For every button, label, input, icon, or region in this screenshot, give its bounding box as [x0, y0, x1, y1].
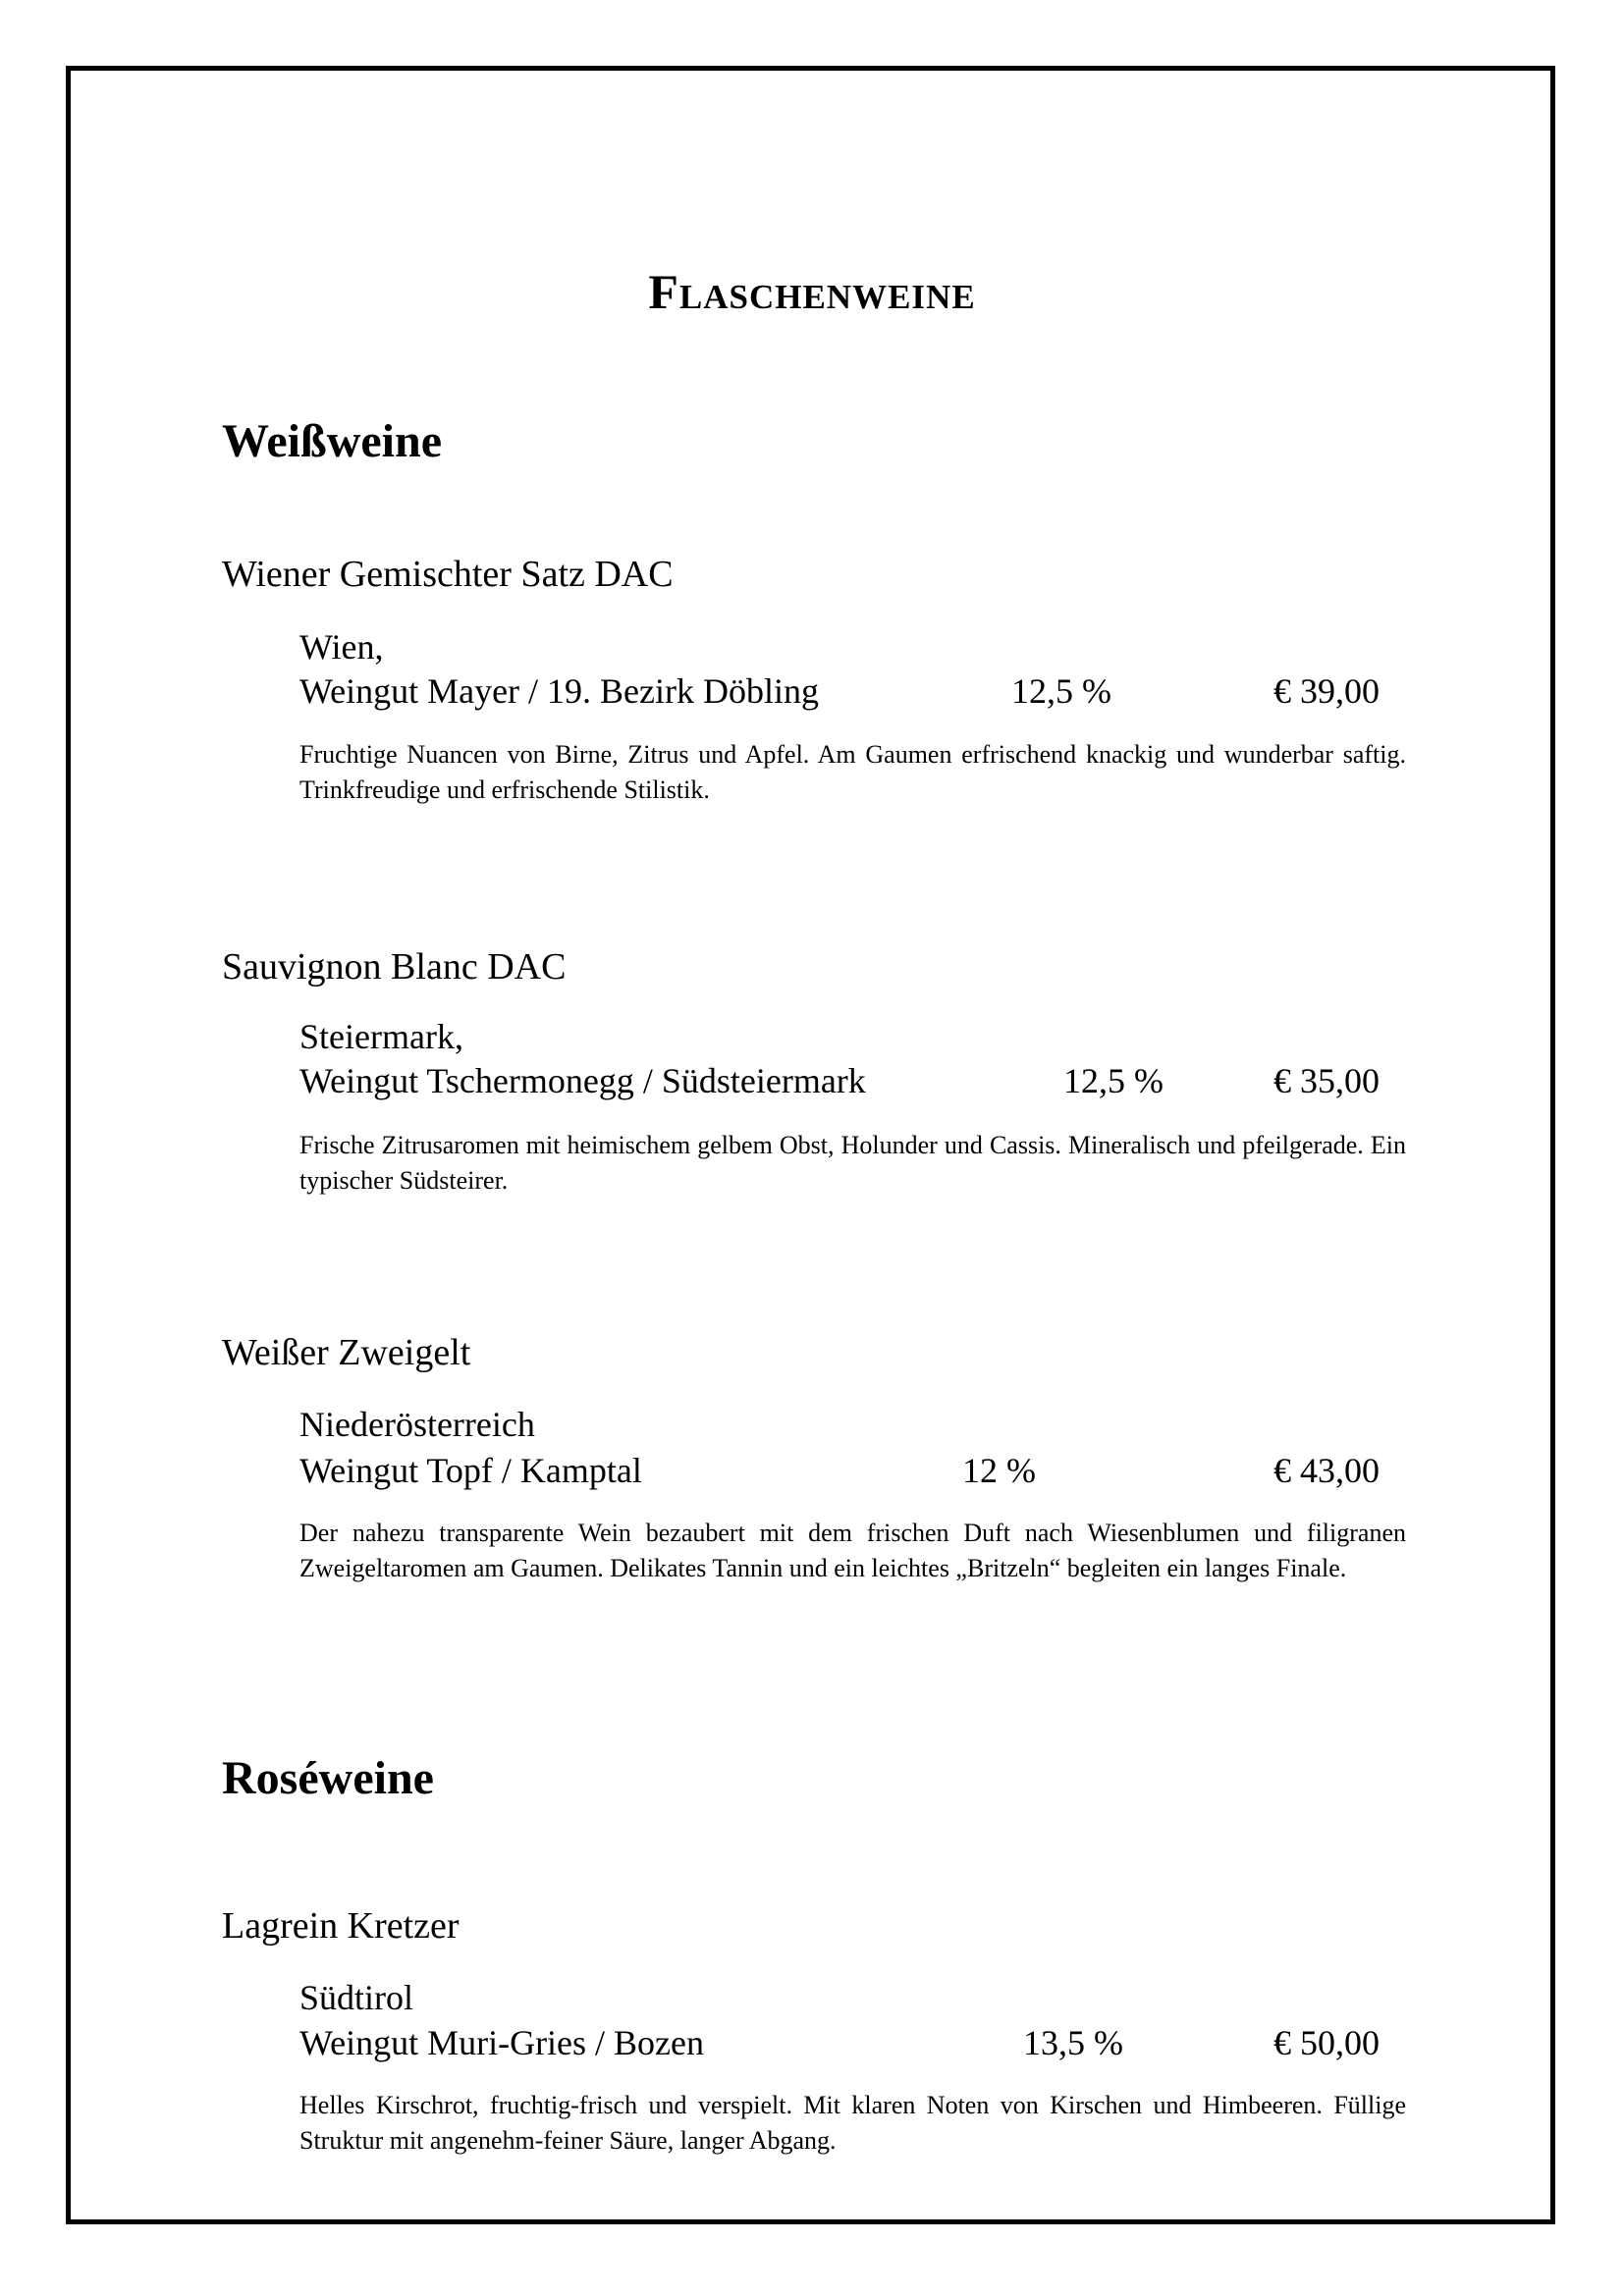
wine-description: Helles Kirschrot, fruchtig-frisch und verspielt. Mit klaren Noten von Kirschen und Himbeeren. Füllige Struktur mit angenehm-feiner Säure, langer Abgang.: [299, 2091, 1406, 2155]
wine-region: Südtirol: [299, 1978, 414, 2017]
wine-region: Niederösterreich: [299, 1405, 535, 1444]
section-heading-white-wines: Weißweine: [222, 415, 442, 467]
section-heading-rose-wines: Roséweine: [222, 1752, 434, 1804]
wine-abv: 12,5 %: [1063, 1061, 1164, 1100]
wine-description: Fruchtige Nuancen von Birne, Zitrus und Apfel. Am Gaumen erfrischend knackig und wunderbar saftig. Trinkfreudige und erfrischende Stilistik.: [299, 740, 1406, 804]
wine-price: € 43,00: [1273, 1451, 1380, 1490]
wine-description: Der nahezu transparente Wein bezaubert mit dem frischen Duft nach Wiesenblumen und filigranen Zweigeltaromen am Gaumen. Delikates Tannin und ein leichtes „Britzeln“ begleiten ein langes Finale.: [299, 1519, 1406, 1582]
wine-description: Frische Zitrusaromen mit heimischem gelbem Obst, Holunder und Cassis. Mineralisch und pfeilgerade. Ein typischer Südsteirer.: [299, 1131, 1406, 1195]
wine-region: Wien,: [299, 627, 384, 667]
wine-winery: Weingut Muri-Gries / Bozen: [299, 2023, 705, 2062]
wine-abv: 12 %: [962, 1451, 1036, 1490]
wine-price: € 35,00: [1273, 1061, 1380, 1100]
wine-price: € 50,00: [1273, 2023, 1380, 2062]
wine-info-line: [299, 1453, 1382, 1492]
page-title: Flaschenweine: [648, 264, 976, 319]
wine-winery: Weingut Topf / Kamptal: [299, 1451, 642, 1490]
wine-winery: Weingut Mayer / 19. Bezirk Döbling: [299, 671, 819, 711]
wine-name: Wiener Gemischter Satz DAC: [222, 554, 674, 595]
wine-price: € 39,00: [1273, 671, 1380, 711]
wine-info-line: [299, 2025, 1382, 2064]
wine-name: Lagrein Kretzer: [222, 1905, 460, 1947]
wine-info-line: [299, 1063, 1382, 1102]
wine-name: Sauvignon Blanc DAC: [222, 946, 567, 988]
wine-abv: 12,5 %: [1011, 671, 1111, 711]
wine-abv: 13,5 %: [1023, 2023, 1123, 2062]
wine-region: Steiermark,: [299, 1017, 463, 1056]
wine-winery: Weingut Tschermonegg / Südsteiermark: [299, 1061, 866, 1100]
wine-info-line: [299, 673, 1382, 713]
wine-name: Weißer Zweigelt: [222, 1332, 471, 1373]
